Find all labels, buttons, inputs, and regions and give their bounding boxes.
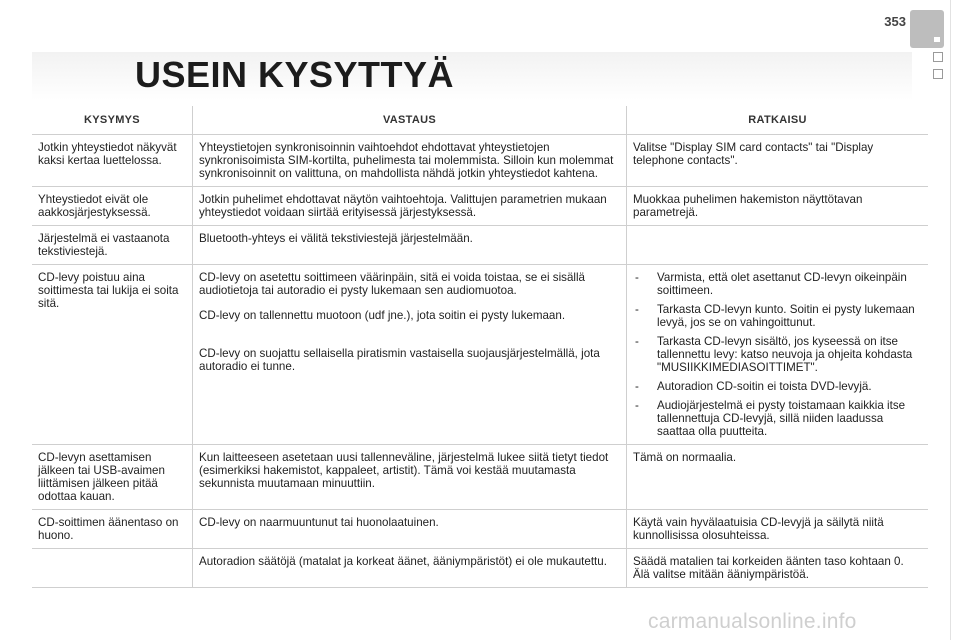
solution-cell <box>626 265 928 445</box>
solution-list-item: - Autoradion CD-soitin ei toista DVD-levyjä. <box>633 380 922 393</box>
tab-marker-icon <box>934 37 940 42</box>
table-row <box>32 226 928 265</box>
side-square-icon <box>933 52 943 62</box>
solution-list <box>633 271 922 438</box>
answer-text: Jotkin puhelimet ehdottavat näytön vaihtoehtoja. Valittujen parametrien mukaan yhteystiedot voidaan siirtää erityisessä järjestyksessä. <box>199 193 607 219</box>
question-cell <box>32 187 192 226</box>
solution-list-item: - Audiojärjestelmä ei pysty toistamaan kaikkia itse tallennettuja CD-levyjä, sillä niiden laadussa saattaa olla puutteita. <box>633 399 922 438</box>
answer-cell <box>192 135 626 187</box>
question-cell <box>32 135 192 187</box>
question-text: Jotkin yhteystiedot näkyvät kaksi kertaa luettelossa. <box>38 141 177 167</box>
answer-text: CD-levy on naarmuuntunut tai huonolaatuinen. <box>199 516 439 529</box>
answer-cell <box>192 549 626 588</box>
answer-text: CD-levy on suojattu sellaisella piratismin vastaisella suojausjärjestelmällä, jota autoradio ei tunne. <box>199 347 600 373</box>
answer-text: CD-levy on tallennettu muotoon (udf jne.), jota soitin ei pysty lukemaan. <box>199 309 566 322</box>
question-text: CD-levy poistuu aina soittimesta tai lukija ei soita sitä. <box>38 271 179 310</box>
question-text: CD-levyn asettamisen jälkeen tai USB-avaimen liittämisen jälkeen pitää odottaa kauan. <box>38 451 165 503</box>
table-row <box>32 549 928 588</box>
question-cell <box>32 445 192 510</box>
solution-cell <box>626 135 928 187</box>
solution-text: Käytä vain hyvälaatuisia CD-levyjä ja säilytä niitä kunnollisissa olosuhteissa. <box>633 516 884 542</box>
question-text: Järjestelmä ei vastaanota tekstiviestejä. <box>38 232 170 258</box>
side-square-icon <box>933 69 943 79</box>
solution-text: Tämä on normaalia. <box>633 451 737 464</box>
faq-table <box>32 106 928 588</box>
table-row <box>32 135 928 187</box>
question-cell <box>32 510 192 549</box>
answer-text: CD-levy on asetettu soittimeen väärinpäin, sitä ei voida toistaa, se ei sisällä audiotietoja tai autoradio ei pysty lukemaan sen audiomuotoa. <box>199 271 586 297</box>
header-answer: VASTAUS <box>192 106 626 135</box>
solution-text: Muokkaa puhelimen hakemiston näyttötavan parametrejä. <box>633 193 863 219</box>
answer-text: Yhteystietojen synkronisoinnin vaihtoehdot ehdottavat yhteystietojen synkronisoimista SIM-kortilta, puhelimesta tai molemmista. Silloin kun molemmat synkronisoinnit on valittuna, on mahdollista nähdä jotkin yhteystiedot kahtena. <box>199 141 614 180</box>
solution-text: Valitse "Display SIM card contacts" tai "Display telephone contacts". <box>633 141 874 167</box>
solution-list-item: - Tarkasta CD-levyn kunto. Soitin ei pysty lukemaan levyä, jos se on vahingoittunut. <box>633 303 922 329</box>
chapter-tab <box>910 10 944 48</box>
solution-cell <box>626 226 928 265</box>
solution-cell <box>626 187 928 226</box>
question-text: Yhteystiedot eivät ole aakkosjärjestyksessä. <box>38 193 151 219</box>
answer-cell <box>192 510 626 549</box>
question-cell <box>32 549 192 588</box>
solution-list-item: - Tarkasta CD-levyn sisältö, jos kyseessä on itse tallennettu levy: katso neuvoja ja ohjeita kohdasta "MUSIIKKIMEDIASOITTIMET". <box>633 335 922 374</box>
table-row <box>32 510 928 549</box>
answer-cell <box>192 445 626 510</box>
question-text: CD-soittimen äänentaso on huono. <box>38 516 179 542</box>
table-row <box>32 187 928 226</box>
answer-cell <box>192 226 626 265</box>
solution-text: Säädä matalien tai korkeiden äänten taso kohtaan 0. Älä valitse mitään ääniympäristöä. <box>633 555 904 581</box>
solution-cell <box>626 445 928 510</box>
answer-text: Autoradion säätöjä (matalat ja korkeat äänet, ääniympäristöt) ei ole mukautettu. <box>199 555 607 568</box>
solution-cell <box>626 510 928 549</box>
answer-text: Kun laitteeseen asetetaan uusi tallenneväline, järjestelmä lukee siitä tietyt tiedot (esimerkiksi hakemistot, kappaleet, artistit). Tämä voi kestää muutamasta sekunnista muutamaan minuuttiin. <box>199 451 609 490</box>
solution-list-item: - Varmista, että olet asettanut CD-levyn oikeinpäin soittimeen. <box>633 271 922 297</box>
solution-cell <box>626 549 928 588</box>
page-title: USEIN KYSYTTYÄ <box>135 54 455 95</box>
answer-text: Bluetooth-yhteys ei välitä tekstiviestejä järjestelmään. <box>199 232 473 245</box>
watermark-text: carmanualsonline.info <box>648 610 857 633</box>
table-row <box>32 445 928 510</box>
question-cell <box>32 265 192 445</box>
page-number: 353 <box>884 14 906 29</box>
answer-cell <box>192 265 626 445</box>
page-edge-line <box>950 0 951 640</box>
header-solution: RATKAISU <box>626 106 928 135</box>
faq-header-row <box>32 106 928 135</box>
answer-cell <box>192 187 626 226</box>
question-cell <box>32 226 192 265</box>
header-question: KYSYMYS <box>32 106 192 135</box>
table-row <box>32 265 928 445</box>
